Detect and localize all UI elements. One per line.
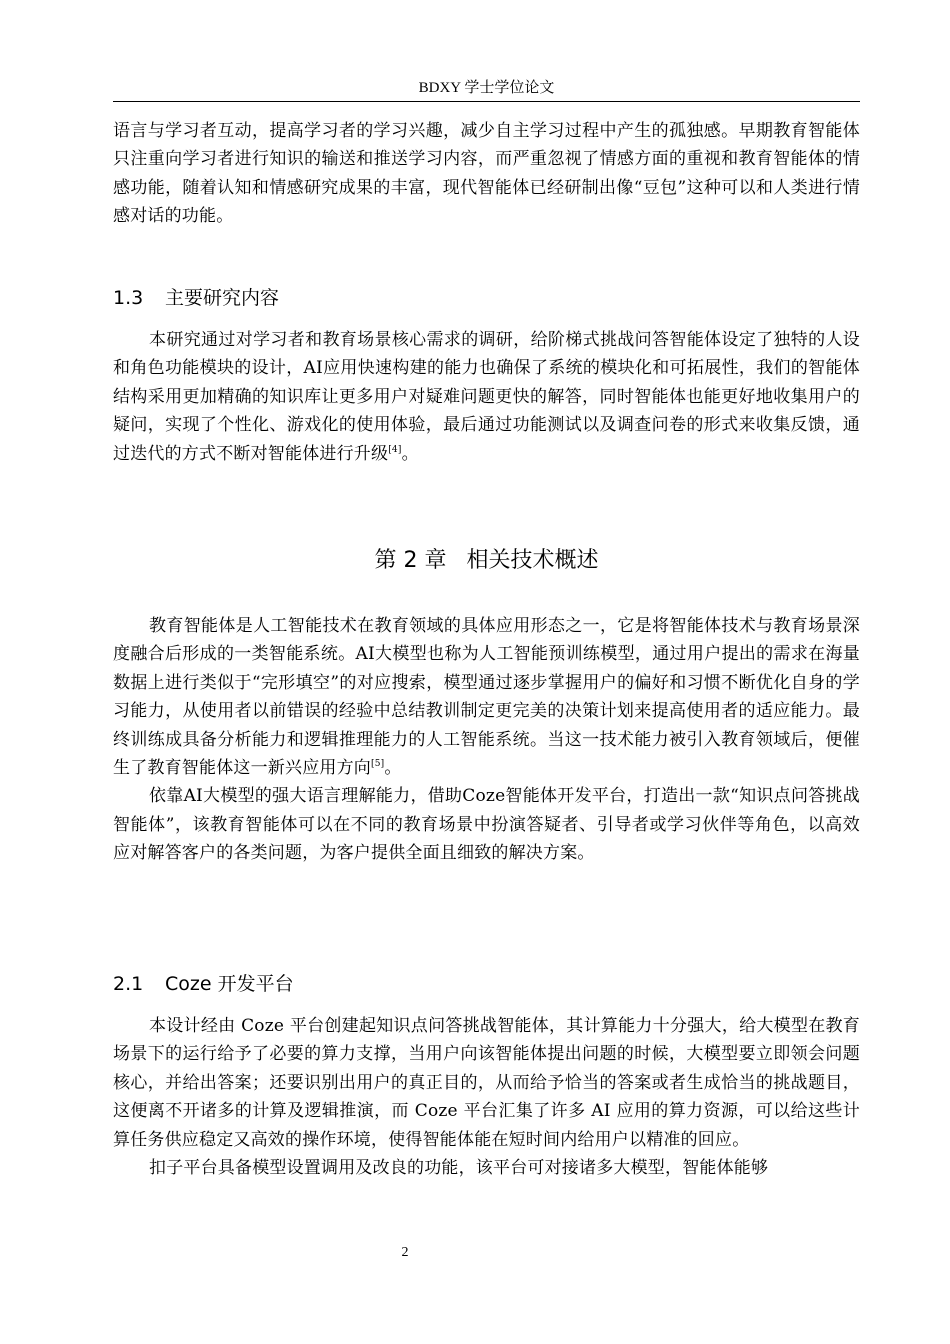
section-number: 2.1 bbox=[113, 973, 144, 995]
chapter-number: 第 2 章 bbox=[374, 548, 447, 573]
section-2-1-body bbox=[113, 1012, 860, 1182]
body-paragraph: 本设计经由 Coze 平台创建起知识点问答挑战智能体，其计算能力十分强大，给大模型在教育场景下的运行给予了必要的算力支撑，当用户向该智能体提出问题的时候，大模型要立即领会问题核心，并给出答案；还要识别出用户的真正目的，从而给予恰当的答案或者生成恰当的挑战题目，这便离不开诸多的计算及逻辑推演，而 Coze 平台汇集了许多 AI 应用的算力资源，可以给这些计算任务供应稳定又高效的操作环境，使得智能体能在短时间内给用户以精准的回应。 bbox=[113, 1016, 860, 1150]
section-title: Coze 开发平台 bbox=[165, 973, 294, 995]
intro-block bbox=[113, 117, 860, 231]
body-paragraph: 依靠AI大模型的强大语言理解能力，借助Coze智能体开发平台，打造出一款“知识点问答挑战智能体”，该教育智能体可以在不同的教育场景中扮演答疑者、引导者或学习伙伴等角色，以高效应对解答客户的各类问题，为客户提供全面且细致的解决方案。 bbox=[113, 786, 860, 864]
section-1-3-body bbox=[113, 326, 860, 468]
page-header: BDXY 学士学位论文 bbox=[418, 80, 555, 96]
citation-marker: [4] bbox=[388, 444, 402, 455]
chapter-heading bbox=[113, 546, 860, 576]
paragraph-text: 教育智能体是人工智能技术在教育领域的具体应用形态之一，它是将智能体技术与教育场景深度融合后形成的一类智能系统。AI大模型也称为人工智能预训练模型，通过用户提出的需求在海量数据上进行类似于“完形填空”的对应搜索，模型通过逐步掌握用户的偏好和习惯不断优化自身的学习能力，从使用者以前错误的经验中总结教训制定更完美的决策计划来提高使用者的适应能力。最终训练成具备分析能力和逻辑推理能力的人工智能系统。当这一技术能力被引入教育领域后，便催生了教育智能体这一新兴应用方向 bbox=[113, 616, 860, 779]
paragraph-text: 本研究通过对学习者和教育场景核心需求的调研，给阶梯式挑战问答智能体设定了独特的人设和角色功能模块的设计，AI应用快速构建的能力也确保了系统的模块化和可拓展性，我们的智能体结构采用更加精确的知识库让更多用户对疑难问题更快的解答，同时智能体也能更好地收集用户的疑问，实现了个性化、游戏化的使用体验，最后通过功能测试以及调查问卷的形式来收集反馈，通过迭代的方式不断对智能体进行升级 bbox=[113, 330, 860, 464]
paragraph-end: 。 bbox=[384, 758, 402, 779]
section-heading-2-1 bbox=[113, 970, 294, 998]
chapter-2-body bbox=[113, 612, 860, 868]
body-paragraph bbox=[113, 612, 860, 782]
page-number: 2 bbox=[401, 1245, 409, 1260]
section-number: 1.3 bbox=[113, 287, 144, 309]
body-paragraph bbox=[113, 326, 860, 468]
header-divider bbox=[113, 101, 860, 102]
chapter-title: 相关技术概述 bbox=[466, 548, 599, 573]
section-heading-1-3 bbox=[113, 284, 279, 312]
paragraph-end: 。 bbox=[401, 443, 419, 464]
citation-marker: [5] bbox=[371, 759, 385, 770]
body-paragraph: 扣子平台具备模型设置调用及改良的功能，该平台可对接诸多大模型，智能体能够 bbox=[149, 1158, 769, 1179]
section-title: 主要研究内容 bbox=[165, 287, 280, 309]
intro-paragraph: 语言与学习者互动，提高学习者的学习兴趣，减少自主学习过程中产生的孤独感。早期教育智能体只注重向学习者进行知识的输送和推送学习内容，而严重忽视了情感方面的重视和教育智能体的情感功能，随着认知和情感研究成果的丰富，现代智能体已经研制出像“豆包”这种可以和人类进行情感对话的功能。 bbox=[113, 121, 860, 227]
